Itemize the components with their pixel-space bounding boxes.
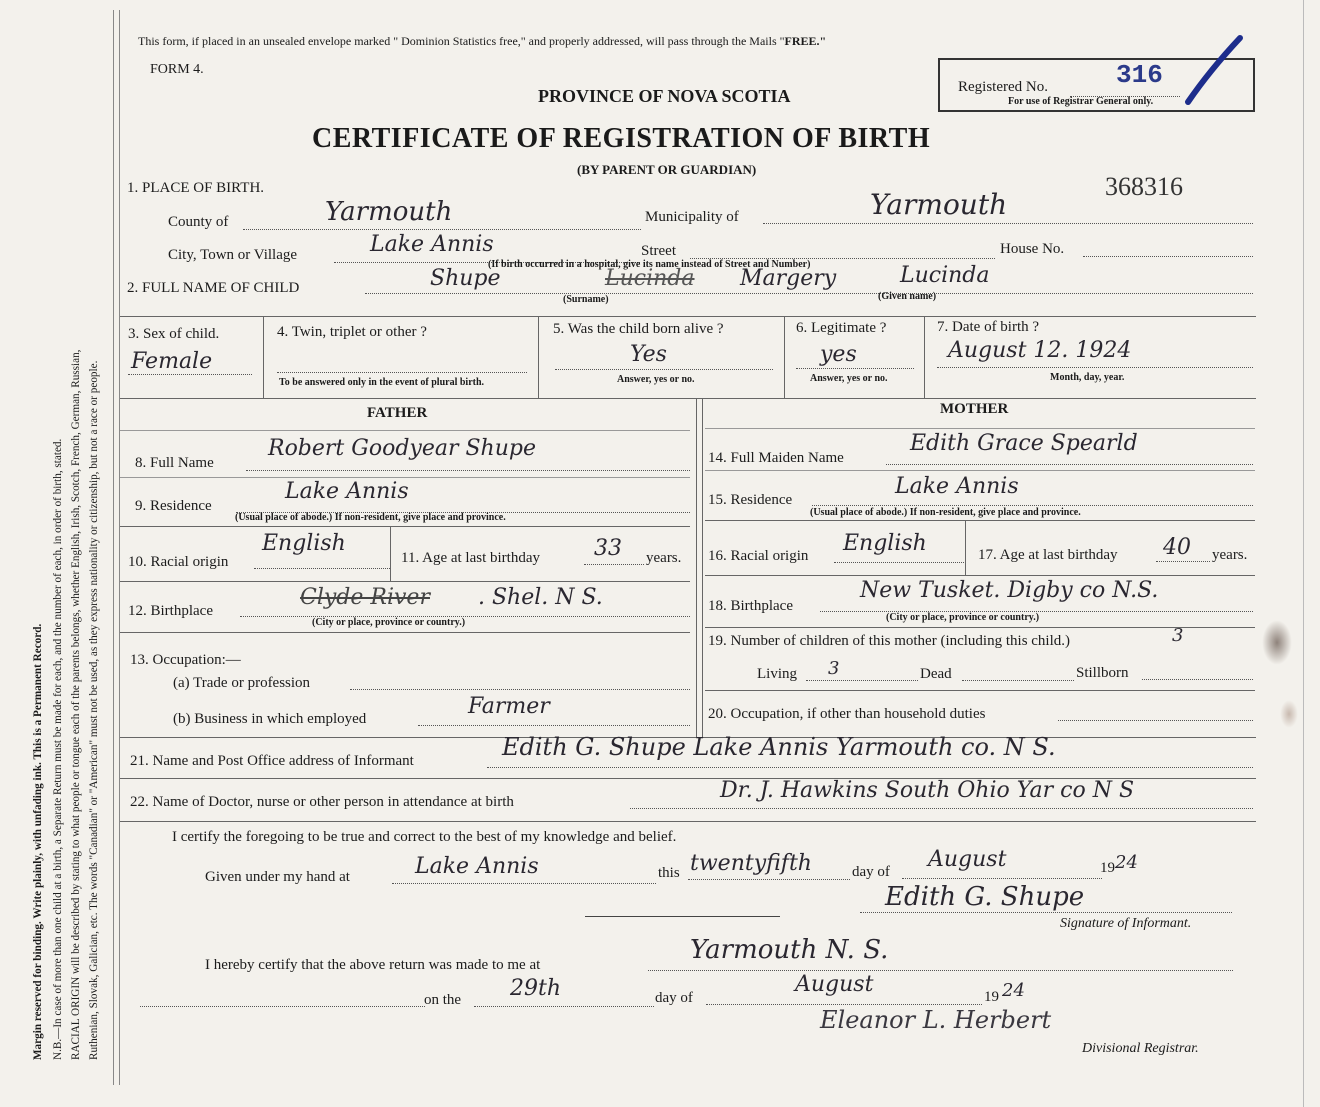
father-birthplace-value: . Shel. N S. (478, 585, 603, 610)
page-edge (1303, 0, 1304, 1107)
legitimate-label: 6. Legitimate ? (796, 320, 887, 336)
stamped-number: 368316 (1105, 172, 1183, 201)
mother-racial-value: English (843, 531, 927, 556)
stillborn-label: Stillborn (1076, 665, 1129, 681)
page-title: CERTIFICATE OF REGISTRATION OF BIRTH (312, 123, 931, 154)
city-label: City, Town or Village (168, 247, 298, 263)
certify-day-value: twentyfifth (690, 851, 812, 876)
page-subtitle: (BY PARENT OR GUARDIAN) (577, 162, 757, 177)
dead-label: Dead (920, 666, 952, 682)
surname-caption: (Surname) (563, 294, 609, 305)
father-residence-value: Lake Annis (285, 479, 409, 504)
given-under-label: Given under my hand at (205, 869, 350, 885)
registrar-place-value: Yarmouth N. S. (690, 935, 889, 965)
margin-note-racial: RACIAL ORIGIN will be described by stating to what people or tongue each of the parents belongs, whether English, Irish, Scotch, French, German, Russian, (70, 349, 82, 1060)
registered-number: 316 (1116, 60, 1163, 90)
child-given-name: Lucinda (900, 263, 990, 288)
province-heading: PROVINCE OF NOVA SCOTIA (538, 86, 791, 106)
margin-note-multiple: N.B.—In case of more than one child at a birth, a Separate Return must be made for each, and the number of each, in order of birth, stated. (52, 438, 64, 1060)
father-years: years. (646, 550, 682, 566)
on-the-label: on the (424, 992, 462, 1008)
county-value: Yarmouth (325, 197, 453, 227)
mother-residence-value: Lake Annis (895, 474, 1019, 499)
city-value: Lake Annis (370, 232, 494, 257)
mother-name-value: Edith Grace Spearld (910, 431, 1138, 456)
mother-name-label: 14. Full Maiden Name (708, 450, 844, 466)
dob-caption: Month, day, year. (1050, 372, 1125, 383)
mother-birthplace-label: 18. Birthplace (708, 598, 793, 614)
hospital-note: (If birth occurred in a hospital, give its name instead of Street and Number) (488, 259, 811, 270)
child-name-label: 2. FULL NAME OF CHILD (127, 280, 300, 296)
margin-note-binding: Margin reserved for binding. Write plainly, with unfading ink. This is a Permanent Record. (32, 623, 44, 1060)
registrar-caption: Divisional Registrar. (1082, 1041, 1199, 1056)
registrar-signature: Eleanor L. Herbert (820, 1006, 1052, 1034)
father-name-label: 8. Full Name (135, 455, 214, 471)
form-number: FORM 4. (150, 62, 204, 77)
margin-note-racial-2: Ruthenian, Slovak, Galician, etc. The words "Canadian" or "American" must not be used, as they express nationality or citizenship, but not a race or people. (88, 360, 100, 1060)
registered-label: Registered No. (958, 79, 1048, 95)
mail-notice: This form, if placed in an unsealed envelope marked " Dominion Statistics free," and properly addressed, will pass through the Mails "FREE." (138, 34, 827, 48)
mother-occupation-label: 20. Occupation, if other than household duties (708, 706, 986, 722)
this-label: this (658, 865, 680, 881)
father-birthplace-struck: Clyde River (300, 585, 430, 610)
margin-rule (119, 10, 120, 1085)
signature-caption: Signature of Informant. (1060, 916, 1192, 931)
mother-birthplace-caption: (City or place, province or country.) (886, 612, 1040, 623)
certify-statement: I certify the foregoing to be true and correct to the best of my knowledge and belief. (172, 829, 677, 845)
children-count-value: 3 (1172, 625, 1184, 646)
child-struck-name: Lucinda (605, 266, 695, 291)
mother-heading: MOTHER (940, 401, 1009, 417)
father-residence-label: 9. Residence (135, 498, 212, 514)
informant-signature: Edith G. Shupe (885, 882, 1085, 912)
certify-dayof-label: day of (852, 864, 890, 880)
business-value: Farmer (468, 694, 550, 719)
registrar-day-value: 29th (510, 976, 562, 1001)
mother-racial-label: 16. Racial origin (708, 548, 809, 564)
legitimate-caption: Answer, yes or no. (810, 373, 888, 384)
certify-month-value: August (928, 847, 1007, 872)
living-label: Living (757, 666, 797, 682)
father-age-label: 11. Age at last birthday (401, 550, 540, 566)
legitimate-value: yes (820, 342, 857, 367)
child-middle-name: Margery (740, 266, 837, 291)
municipality-label: Municipality of (645, 209, 739, 225)
informant-value: Edith G. Shupe Lake Annis Yarmouth co. N S. (502, 733, 1056, 761)
county-label: County of (168, 214, 229, 230)
father-racial-label: 10. Racial origin (128, 554, 229, 570)
father-name-value: Robert Goodyear Shupe (268, 436, 536, 461)
alive-label: 5. Was the child born alive ? (553, 321, 724, 337)
mother-residence-label: 15. Residence (708, 492, 793, 508)
mother-age-value: 40 (1163, 535, 1191, 560)
father-age-value: 33 (594, 536, 622, 561)
informant-label: 21. Name and Post Office address of Informant (130, 753, 414, 769)
sex-label: 3. Sex of child. (128, 326, 220, 342)
business-label: (b) Business in which employed (173, 711, 367, 727)
registrar-year-value: 24 (1002, 980, 1025, 1001)
mother-birthplace-value: New Tusket. Digby co N.S. (860, 578, 1159, 603)
house-number-label: House No. (1000, 241, 1065, 257)
doctor-value: Dr. J. Hawkins South Ohio Yar co N S (720, 778, 1135, 803)
registrar-use-note: For use of Registrar General only. (1008, 96, 1154, 107)
father-heading: FATHER (367, 405, 428, 421)
child-surname: Shupe (430, 266, 501, 291)
given-place-value: Lake Annis (415, 854, 539, 879)
certify-year-value: 24 (1115, 852, 1138, 873)
registrar-year-prefix: 19 (984, 989, 999, 1005)
trade-label: (a) Trade or profession (173, 675, 311, 691)
certify-year-prefix: 19 (1100, 860, 1115, 876)
dob-label: 7. Date of birth ? (937, 319, 1040, 335)
twin-label: 4. Twin, triplet or other ? (277, 324, 427, 340)
dob-value: August 12. 1924 (948, 338, 1132, 363)
occupation-label: 13. Occupation:— (130, 652, 241, 668)
sex-value: Female (131, 349, 213, 374)
municipality-value: Yarmouth (870, 188, 1008, 221)
twin-note: To be answered only in the event of plural birth. (279, 377, 485, 388)
mother-residence-caption: (Usual place of abode.) If non-resident, give place and province. (810, 507, 1081, 518)
registrar-month-value: August (795, 972, 874, 997)
mother-years: years. (1212, 547, 1248, 563)
place-heading: 1. PLACE OF BIRTH. (127, 180, 265, 196)
father-birthplace-label: 12. Birthplace (128, 603, 213, 619)
ink-mark (1180, 30, 1260, 110)
alive-value: Yes (630, 342, 667, 367)
father-racial-value: English (262, 531, 346, 556)
mother-age-label: 17. Age at last birthday (978, 547, 1118, 563)
doctor-label: 22. Name of Doctor, nurse or other person in attendance at birth (130, 794, 514, 810)
given-name-caption: (Given name) (878, 291, 937, 302)
margin-rule (113, 10, 114, 1085)
living-value: 3 (828, 658, 840, 679)
registrar-dayof-label: day of (655, 990, 693, 1006)
children-count-label: 19. Number of children of this mother (including this child.) (708, 633, 1071, 649)
registrar-statement: I hereby certify that the above return was made to me at (205, 957, 541, 973)
alive-caption: Answer, yes or no. (617, 374, 695, 385)
father-birthplace-caption: (City or place, province or country.) (312, 617, 466, 628)
father-residence-caption: (Usual place of abode.) If non-resident, give place and province. (235, 512, 506, 523)
street-label: Street (641, 243, 676, 259)
ink-stain (1262, 620, 1292, 665)
ink-stain (1280, 700, 1298, 728)
